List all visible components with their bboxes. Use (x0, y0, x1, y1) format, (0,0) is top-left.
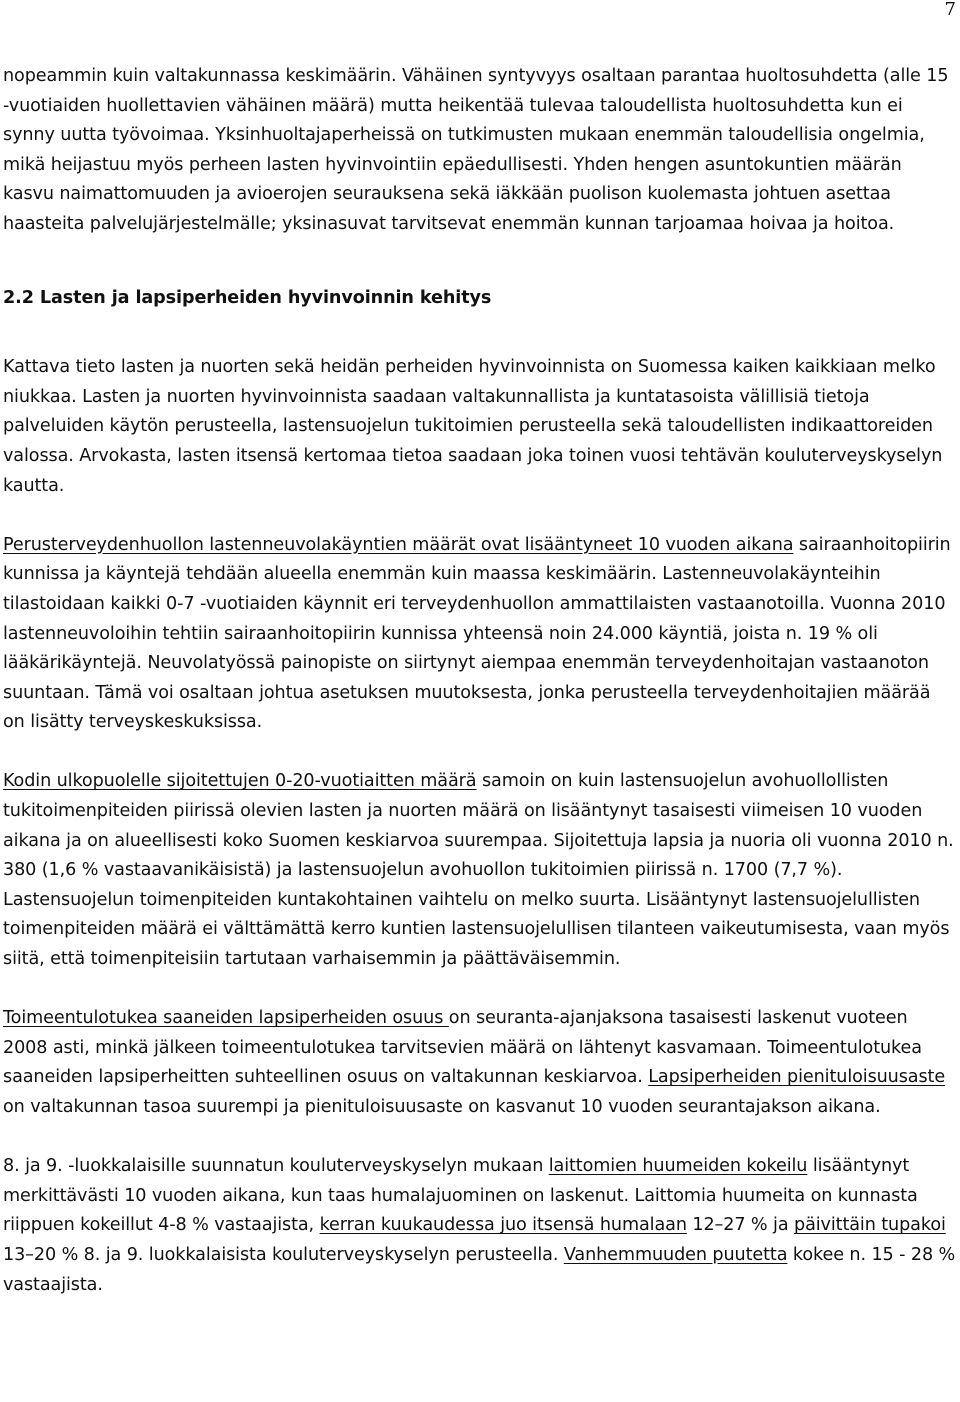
paragraph-income-support (3, 1004, 957, 1122)
paragraph-text: nopeammin kuin valtakunnassa keskimäärin. Vähäinen syntyvyys osaltaan parantaa huoltosuhdetta (alle 15 -vuotiaiden huollettavien vähäinen määrä) mutta heikentää tulevaa taloudellista huoltosuhdetta kun ei synny uutta työvoimaa. Yksinhuoltajaperheissä on tutkimusten mukaan enemmän taloudellisia ongelmia, mikä heijastuu myös perheen lasten hyvinvointiin epäedullisesti. Yhden hengen asuntokuntien määrän kasvu naimattomuuden ja avioerojen seurauksena sekä iäkkään puolison kuolemasta johtuen asettaa haasteita palvelujärjestelmälle; yksinasuvat tarvitsevat enemmän kunnan tarjoamaa hoivaa ja hoitoa. (3, 66, 949, 234)
paragraph-text: Kattava tieto lasten ja nuorten sekä heidän perheiden hyvinvoinnista on Suomessa kaiken kaikkiaan melko niukkaa. Lasten ja nuorten hyvinvoinnista saadaan valtakunnallista ja kuntatasoista välillisiä tietoja palveluiden käytön perusteella, lastensuojelun tukitoimien perusteella sekä taloudellisten indikaattoreiden valossa. Arvokasta, lasten itsensä kertomaa tietoa saadaan joka toinen vuosi tehtävän kouluterveyskyselyn kautta. (3, 357, 943, 496)
paragraph-text: lisääntynyt merkittävästi 10 vuoden aikana, kun taas humalajuominen on laskenut. Laittomia huumeita on kunnasta riippuen kokeillut 4-8 % vastaajista, (3, 1156, 918, 1236)
paragraph-population (3, 62, 957, 240)
document-body (3, 62, 957, 1300)
paragraph-text: 13–20 % 8. ja 9. luokkalaisista kouluterveyskyselyn perusteella. (3, 1244, 564, 1265)
highlight-child-clinic-visits: Perusterveydenhuollon lastenneuvolakäyntien määrät ovat lisääntyneet 10 vuoden aikana (3, 534, 794, 555)
highlight-drug-experiments: laittomien huumeiden kokeilu (548, 1156, 808, 1177)
highlight-income-support: Toimeentulotukea saaneiden lapsiperheiden osuus (3, 1008, 449, 1029)
highlight-low-income-rate: Lapsiperheiden pienituloisuusaste (648, 1067, 946, 1088)
highlight-lack-of-parenting: Vanhemmuuden puutetta (563, 1244, 788, 1265)
paragraph-placements (3, 767, 957, 974)
paragraph-school-survey (3, 1152, 957, 1300)
highlight-placements: Kodin ulkopuolelle sijoitettujen 0-20-vuotiaitten määrä (3, 771, 477, 792)
paragraph-text: sairaanhoitopiirin kunnissa ja käyntejä tehdään alueella enemmän kuin maassa keskimäärin. Lastenneuvolakäynteihin tilastoidaan kaikki 0-7 -vuotiaiden käynnit eri terveydenhuollon ammattilaisten vastaanotoilla. Vuonna 2010 lastenneuvoloihin tehtiin sairaanhoitopiirin kunnissa yhteensä noin 24.000 käyntiä, joista n. 19 % oli lääkärikäyntejä. Neuvolatyössä painopiste on siirtynyt aiempaa enemmän terveydenhoitajan vastaanoton suuntaan. Tämä voi osaltaan johtua asetuksen muutoksesta, jonka perusteella terveydenhoitajien määrää on lisätty terveyskeskuksissa. (3, 534, 951, 733)
highlight-daily-smoking: päivittäin tupakoi (794, 1215, 946, 1236)
highlight-monthly-drunkenness: kerran kuukaudessa juo itsensä humalaan (319, 1215, 687, 1236)
paragraph-child-clinic (3, 531, 957, 738)
paragraph-wellbeing-data (3, 353, 957, 501)
page-number: 7 (944, 0, 956, 20)
paragraph-text: on seuranta-ajanjaksona tasaisesti laskenut vuoteen 2008 asti, minkä jälkeen toimeentulotukea tarvitsevien määrä on lähtenyt kasvamaan. Toimeentulotukea saaneiden lapsiperheitten suhteellinen osuus on valtakunnan keskiarvoa. (3, 1008, 922, 1088)
section-heading: 2.2 Lasten ja lapsiperheiden hyvinvoinnin kehitys (3, 287, 492, 308)
paragraph-text: samoin on kuin lastensuojelun avohuollollisten tukitoimenpiteiden piirissä olevien lasten ja nuorten määrä on lisääntynyt tasaisesti viimeisen 10 vuoden aikana ja on alueellisesti koko Suomen keskiarvoa suurempaa. Sijoitettuja lapsia ja nuoria oli vuonna 2010 n. 380 (1,6 % vastaavanikäisistä) ja lastensuojelun avohuollon tukitoimien piirissä n. 1700 (7,7 %). Lastensuojelun toimenpiteiden kuntakohtainen vaihtelu on melko suurta. Lisääntynyt lastensuojelullisten toimenpiteiden määrä ei välttämättä kerro kuntien lastensuojelullisen tilanteen vaikeutumisesta, vaan myös siitä, että toimenpiteisiin tartutaan varhaisemmin ja päättäväisemmin. (3, 771, 954, 970)
paragraph-text: 12–27 % ja (686, 1215, 795, 1236)
paragraph-text: on valtakunnan tasoa suurempi ja pienituloisuusaste on kasvanut 10 vuoden seurantajakson aikana. (3, 1097, 881, 1117)
paragraph-text: kokee n. 15 - 28 % vastaajista. (3, 1244, 956, 1295)
paragraph-text: 8. ja 9. -luokkalaisille suunnatun kouluterveyskyselyn mukaan (3, 1156, 549, 1177)
